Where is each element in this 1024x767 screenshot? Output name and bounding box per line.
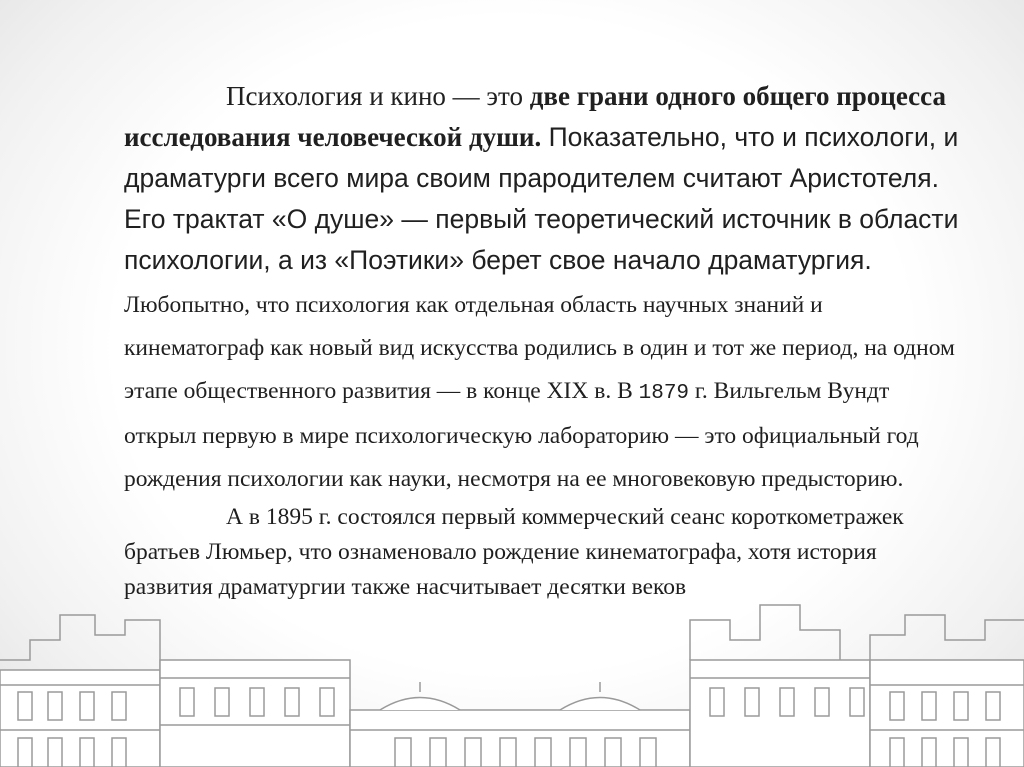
p1-wundt-text: г. Вильгельм Вундт открыл первую в мире психологическую лабораторию — это официальный год рождения психологии как науки, несмотря на ее многовековую предысторию.	[124, 378, 919, 492]
paragraph-1	[124, 76, 964, 500]
p1-year: 1879	[638, 382, 690, 405]
main-text	[124, 76, 964, 605]
p1-intro: Психология и кино — это	[226, 81, 530, 111]
p1-aristotle-text: Показательно, что и психологи, и драматурги всего мира своим прародителем считают Аристотеля. Его трактат «О душе» — первый теоретический источник в области психологии, а из «Поэтики» берет свое начало драматургия.	[124, 122, 959, 275]
paragraph-2	[124, 500, 964, 605]
p1-history-text: Любопытно, что психология как отдельная область научных знаний и кинематограф как новый вид искусства родились в один и тот же период, на одном этапе общественного развития — в конце XIX в. В	[124, 292, 955, 404]
p1-bold-thesis: две грани одного общего процесса исследования человеческой души.	[124, 81, 946, 152]
p2-lumiere-text: А в 1895 г. состоялся первый коммерческий сеанс короткометражек братьев Люмьер, что ознаменовало рождение кинематографа, хотя история развития драматургии также насчитывает десятки веков	[124, 504, 904, 600]
